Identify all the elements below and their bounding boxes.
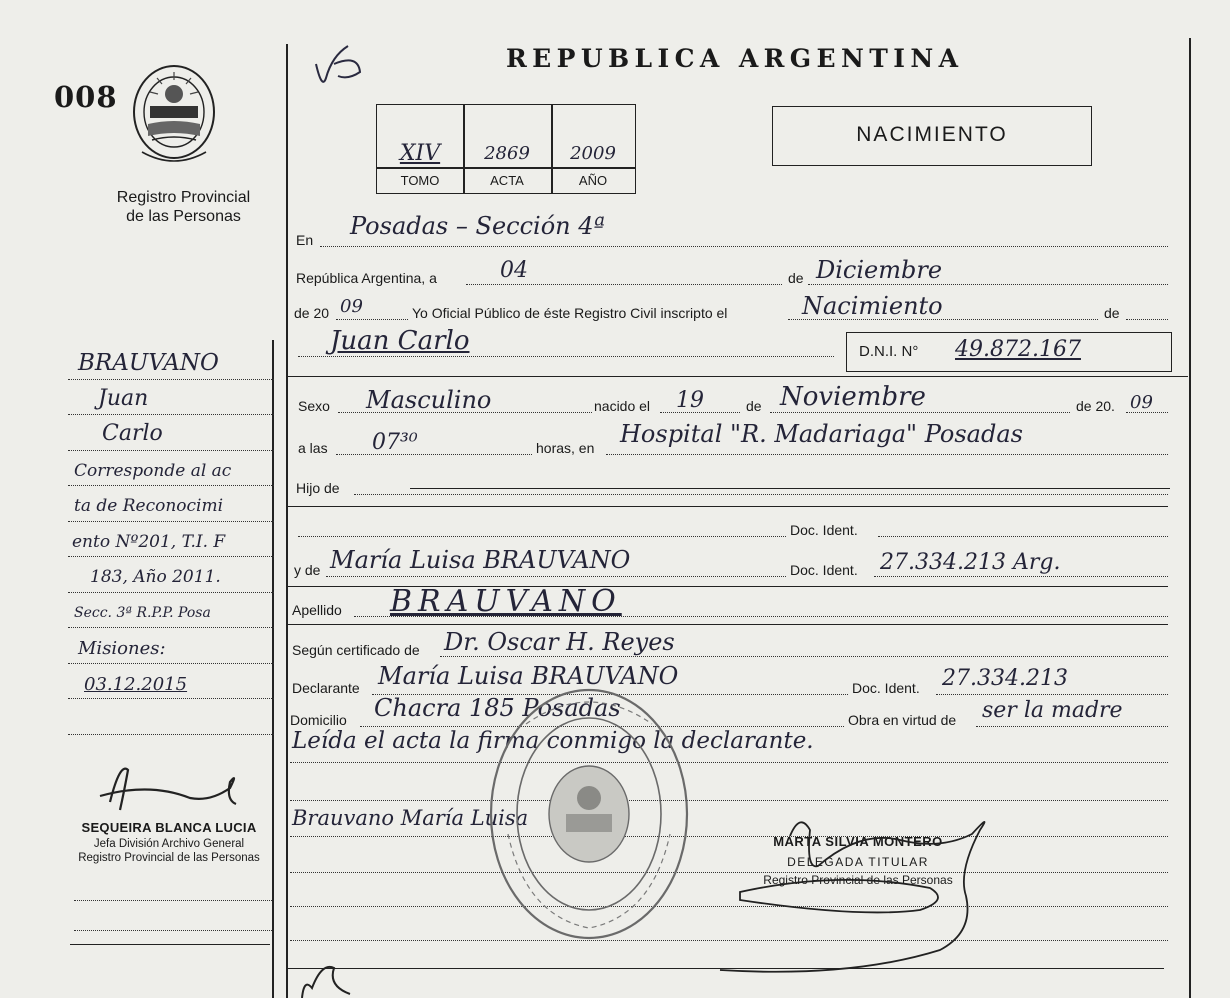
field-nacido-anio: 09 (1130, 392, 1153, 413)
margin-note: Juan (68, 380, 274, 416)
registry-line-2: de las Personas (126, 208, 241, 225)
field-anio: 09 (340, 296, 363, 317)
field-madre: María Luisa BRAUVANO (330, 546, 631, 574)
field-madre-doc: 27.334.213 Arg. (880, 550, 1061, 575)
label-de: de (788, 270, 804, 286)
right-stamp-name: MARTA SILVIA MONTERO (773, 834, 943, 849)
field-inscripto: Nacimiento (802, 292, 943, 320)
label-nacido: nacido el (594, 398, 651, 414)
label-dni: D.N.I. N° (859, 343, 919, 360)
label-de-2: de (1104, 305, 1120, 321)
registry-name (96, 188, 271, 226)
initials-scribble (308, 34, 378, 94)
margin-notes (68, 344, 274, 735)
field-certificado: Dr. Oscar H. Reyes (444, 628, 675, 656)
label-de-200: de 20. (1076, 398, 1115, 414)
margin-note: 03.12.2015 (68, 664, 274, 700)
margin-note: Secc. 3ª R.P.P. Posa (68, 593, 274, 629)
label-segun: Según certificado de (292, 642, 420, 658)
field-obra: ser la madre (982, 698, 1123, 723)
label-declarante: Declarante (292, 680, 360, 696)
label-hijo-de: Hijo de (296, 480, 340, 496)
margin-note: Corresponde al ac (68, 451, 274, 487)
left-stamp-line3: Registro Provincial de las Personas (78, 852, 260, 864)
label-y-de: y de (294, 562, 321, 578)
label-obra: Obra en virtud de (848, 712, 957, 728)
label-apellido: Apellido (292, 602, 342, 618)
anio-value: 2009 (570, 143, 616, 164)
label-de20: de 20 (294, 305, 330, 321)
page-number: 008 (54, 80, 118, 114)
margin-note: BRAUVANO (68, 344, 274, 380)
left-signature (80, 752, 260, 822)
declarant-signature: Brauvano María Luisa (292, 806, 529, 830)
field-dni: 49.872.167 (955, 337, 1081, 362)
field-lugar: Posadas – Sección 4ª (350, 212, 605, 240)
label-de-3: de (746, 398, 762, 414)
country-title: REPUBLICA ARGENTINA (506, 44, 964, 73)
field-domicilio: Chacra 185 Posadas (374, 694, 621, 722)
left-border-line (286, 44, 288, 998)
label-doc-ident-declarante: Doc. Ident. (852, 680, 920, 696)
label-doc-ident: Doc. Ident. (790, 522, 858, 538)
field-declarante: María Luisa BRAUVANO (378, 662, 679, 690)
left-stamp-line2: Jefa División Archivo General (93, 838, 245, 850)
anio-header: AÑO (578, 173, 608, 188)
record-type-label: NACIMIENTO (856, 123, 1008, 146)
field-mes: Diciembre (816, 256, 943, 284)
field-nacido-mes: Noviembre (780, 382, 926, 412)
label-republica: República Argentina, a (296, 270, 437, 286)
right-border-line (1189, 38, 1191, 998)
acta-header: ACTA (490, 173, 524, 188)
field-nombre: Juan Carlo (330, 326, 470, 356)
acta-value: 2869 (484, 143, 530, 164)
margin-note: Misiones: (68, 628, 274, 664)
tomo-header: TOMO (400, 173, 440, 188)
field-hora: 07³⁰ (372, 430, 418, 455)
registry-line-1: Registro Provincial (116, 189, 251, 206)
right-stamp-line2: DELEGADA TITULAR (787, 855, 929, 869)
record-number-table (376, 104, 636, 194)
label-a-las: a las (298, 440, 328, 456)
record-type-box (772, 106, 1092, 166)
official-round-seal (486, 684, 692, 944)
field-dia: 04 (500, 258, 528, 283)
right-stamp-line3: Registro Provincial de las Personas (763, 873, 953, 887)
dni-box (846, 332, 1172, 372)
field-texto-extra: Leída el acta la firma conmigo la declarante. (292, 728, 814, 754)
label-sexo: Sexo (298, 398, 330, 414)
label-en: En (296, 232, 314, 248)
label-doc-ident-madre: Doc. Ident. (790, 562, 858, 578)
official-signature (700, 800, 1020, 980)
field-lugar-nacimiento: Hospital "R. Madariaga" Posadas (620, 420, 1023, 448)
label-domicilio: Domicilio (290, 712, 347, 728)
margin-note: Carlo (68, 415, 274, 451)
label-yo-oficial: Yo Oficial Público de éste Registro Civil inscripto el (412, 305, 728, 321)
field-sexo: Masculino (366, 386, 492, 414)
label-horas-en: horas, en (536, 440, 595, 456)
margin-note: ento Nº201, T.I. F (68, 522, 274, 558)
left-stamp-name: SEQUEIRA BLANCA LUCIA (81, 820, 257, 835)
field-apellido: BRAUVANO (390, 584, 622, 619)
tomo-value: XIV (399, 141, 441, 166)
margin-note: ta de Reconocimi (68, 486, 274, 522)
bottom-initials (292, 958, 362, 998)
margin-note: 183, Año 2011. (68, 557, 274, 593)
province-emblem (128, 62, 220, 170)
field-declarante-doc: 27.334.213 (942, 666, 1068, 691)
field-nacido-dia: 19 (676, 388, 704, 413)
left-stamp (64, 820, 274, 864)
